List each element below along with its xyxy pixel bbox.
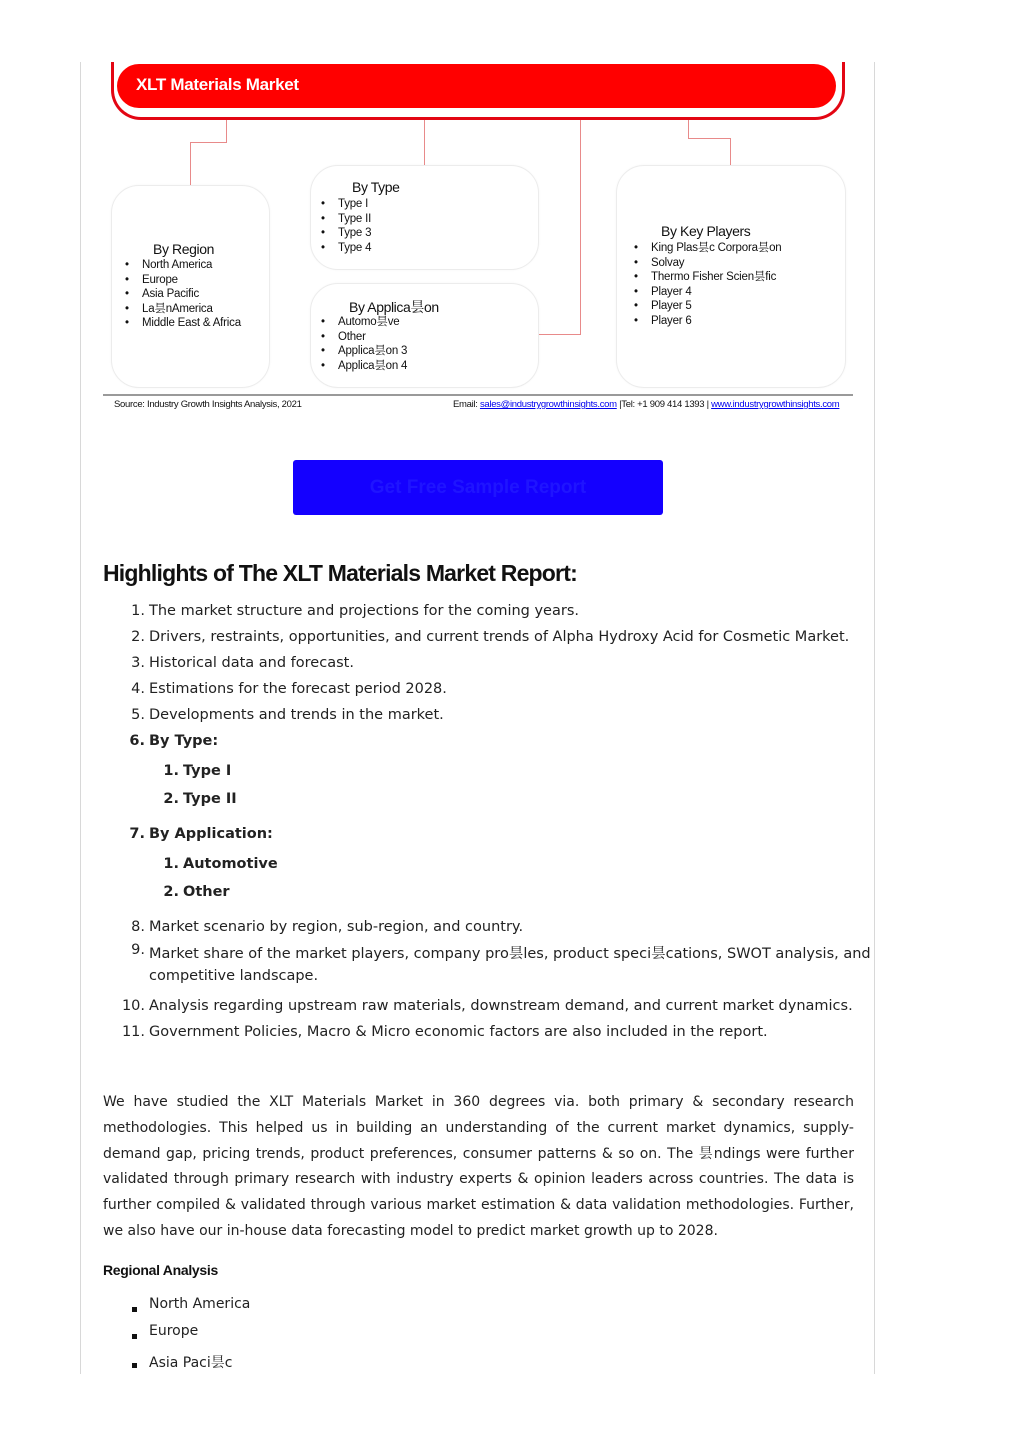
application-title: By Applica昙on <box>349 299 439 315</box>
list-item: • Asia Pacific <box>125 287 241 302</box>
application-list <box>321 315 407 373</box>
list-item: • Solvay <box>634 256 781 271</box>
list-number: 11. <box>121 1024 145 1040</box>
list-text: By Type: <box>149 733 219 749</box>
list-number: 8. <box>131 919 145 935</box>
page-border-right <box>874 62 875 1374</box>
list-text: Market scenario by region, sub-region, and country. <box>149 919 524 935</box>
list-text: Developments and trends in the market. <box>149 707 444 723</box>
regional-analysis-title: Regional Analysis <box>103 1262 218 1278</box>
list-text: Drivers, restraints, opportunities, and current trends of Alpha Hydroxy Acid for Cosmetic Market. <box>149 629 850 645</box>
cta-label: Get Free Sample Report <box>369 476 587 498</box>
list-item: • Type 4 <box>321 241 371 256</box>
connector <box>730 138 731 165</box>
list-number: 4. <box>131 681 145 697</box>
key-players-list <box>634 241 781 329</box>
highlights-title: Highlights of The XLT Materials Market Report: <box>103 560 577 586</box>
contact-line <box>453 399 839 410</box>
connector <box>538 334 581 335</box>
connector <box>688 138 731 139</box>
type-title: By Type <box>352 179 400 195</box>
tel-text: |Tel: +1 909 414 1393 | <box>619 399 709 410</box>
region-title: By Region <box>153 241 214 257</box>
page-border-left <box>80 62 81 1374</box>
list-text: Automotive <box>183 856 278 872</box>
connector <box>190 142 191 185</box>
list-number: 1. <box>163 856 179 872</box>
list-item: • Other <box>321 330 407 345</box>
type-list <box>321 197 371 255</box>
list-text: Analysis regarding upstream raw materials, downstream demand, and current market dynamics. <box>149 998 853 1014</box>
list-number: 5. <box>131 707 145 723</box>
list-text: By Application: <box>149 826 273 842</box>
connector <box>580 120 581 335</box>
square-bullet-icon <box>132 1334 137 1339</box>
application-box <box>310 283 539 388</box>
list-item: • La昙nAmerica <box>125 302 241 317</box>
list-item: • Automo昙ve <box>321 315 407 330</box>
list-text: Estimations for the forecast period 2028. <box>149 681 447 697</box>
list-item: • Type I <box>321 197 371 212</box>
diagram-title: XLT Materials Market <box>136 75 299 94</box>
list-number: 7. <box>129 826 145 842</box>
list-text: Other <box>183 884 230 900</box>
list-item: • Player 4 <box>634 285 781 300</box>
type-box <box>310 165 539 270</box>
study-paragraph: We have studied the XLT Materials Market in 360 degrees via. both primary & secondary research methodologies. This helped us in building an understanding of the current market dynamics, supply-demand gap, pricing trends, product preferences, consumer patterns & so on. The 昙ndings were further validated through primary research with industry experts & opinion leaders across countries. The data is further compiled & validated through various market estimation & data validation methodologies. Further, we also have our in-house data forecasting model to predict market growth up to 2028. <box>103 1094 854 1239</box>
divider <box>103 394 853 396</box>
list-item: • Middle East & Africa <box>125 316 241 331</box>
list-item: • Europe <box>125 273 241 288</box>
connector <box>226 120 227 142</box>
list-text: Europe <box>149 1323 199 1339</box>
list-item: • North America <box>125 258 241 273</box>
list-text: Market share of the market players, company pro昙les, product speci昙cations, SWOT analysis, and <box>149 946 871 962</box>
list-text: Government Policies, Macro & Micro economic factors are also included in the report. <box>149 1024 768 1040</box>
email-link[interactable]: sales@industrygrowthinsights.com <box>479 399 617 410</box>
list-number: 6. <box>129 733 145 749</box>
connector <box>190 142 227 143</box>
list-item: • Type II <box>321 212 371 227</box>
list-number: 2. <box>163 884 179 900</box>
region-box <box>111 185 270 388</box>
connector <box>688 120 689 138</box>
list-number: 1. <box>131 603 145 619</box>
key-players-box <box>616 165 846 388</box>
list-text: Type I <box>183 763 232 779</box>
list-text: Historical data and forecast. <box>149 655 354 671</box>
list-item: • Applica昙on 4 <box>321 359 407 374</box>
region-list <box>125 258 241 331</box>
list-number: 1. <box>163 763 179 779</box>
source-note: Source: Industry Growth Insights Analysis, 2021 <box>114 399 302 410</box>
list-item: • Player 6 <box>634 314 781 329</box>
connector <box>424 120 425 165</box>
list-item: • Player 5 <box>634 299 781 314</box>
list-number: 3. <box>131 655 145 671</box>
list-item: • Thermo Fisher Scien昙fic <box>634 270 781 285</box>
square-bullet-icon <box>132 1363 137 1368</box>
key-players-title: By Key Players <box>661 223 751 239</box>
list-text: competitive landscape. <box>149 968 319 984</box>
list-number: 2. <box>163 791 179 807</box>
diagram-title-bar <box>117 64 836 108</box>
list-number: 2. <box>131 629 145 645</box>
email-label: Email: <box>453 399 478 410</box>
list-text: Type II <box>183 791 237 807</box>
list-text: North America <box>149 1296 251 1312</box>
square-bullet-icon <box>132 1307 137 1312</box>
list-item: • Applica昙on 3 <box>321 344 407 359</box>
list-text: Asia Paci昙c <box>149 1355 233 1371</box>
list-item: • King Plas昙c Corpora昙on <box>634 241 781 256</box>
list-number: 10. <box>121 998 145 1014</box>
list-number: 9. <box>131 942 145 958</box>
get-free-sample-button[interactable] <box>293 460 663 515</box>
website-link[interactable]: www.industrygrowthinsights.com <box>711 399 840 410</box>
list-item: • Type 3 <box>321 226 371 241</box>
list-text: The market structure and projections for the coming years. <box>149 603 579 619</box>
